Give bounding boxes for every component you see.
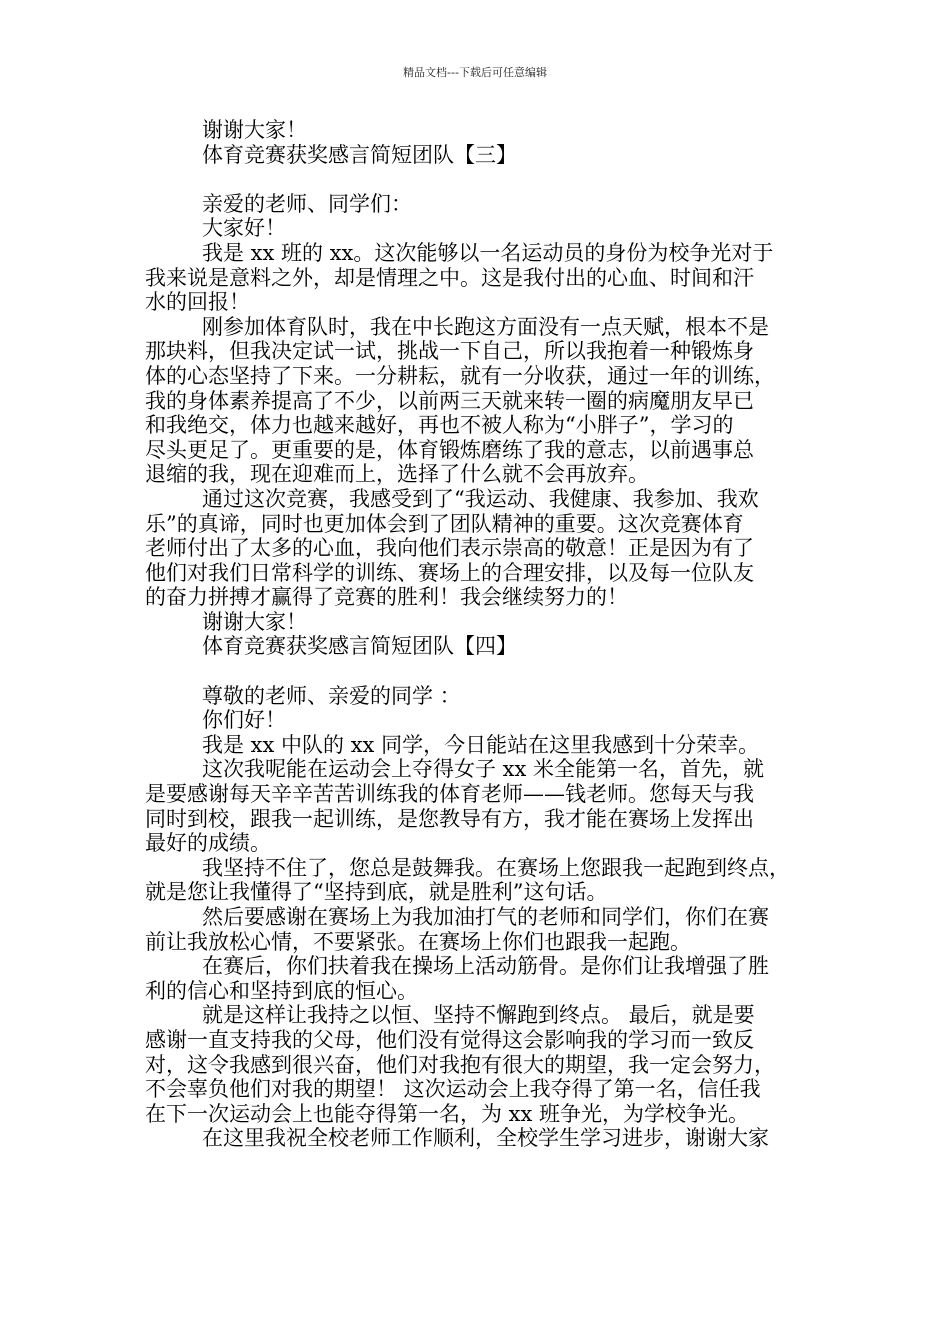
text-line: 体的心态坚持了下来。一分耕耘，就有一分收获，通过一年的训练， <box>145 363 775 388</box>
text-line: 老师付出了太多的心血，我向他们表示崇高的敬意！正是因为有了 <box>145 536 754 561</box>
text-line: 我的身体素养提高了不少，以前两三天就来转一圈的病魔朋友早已 <box>145 388 754 413</box>
text-line: 他们对我们日常科学的训练、赛场上的合理安排，以及每一位队友 <box>145 560 754 585</box>
text-line: 同时到校，跟我一起训练，是您教导有方，我才能在赛场上发挥出 <box>145 806 754 831</box>
text-line: 通过这次竞赛，我感受到了“我运动、我健康、我参加、我欢 <box>202 486 759 511</box>
text-line: 对，这令我感到很兴奋，他们对我抱有很大的期望，我一定会努力， <box>145 1052 775 1077</box>
text-line: 体育竞赛获奖感言简短团队【三】 <box>202 142 517 167</box>
blank-line <box>145 659 815 684</box>
text-line: 的奋力拼搏才赢得了竞赛的胜利！我会继续努力的！ <box>145 585 628 610</box>
text-line: 水的回报！ <box>145 290 250 315</box>
text-line: 刚参加体育队时，我在中长跑这方面没有一点天赋，根本不是 <box>202 314 769 339</box>
text-line: 你们好！ <box>202 708 286 733</box>
text-line: 大家好！ <box>202 216 286 241</box>
text-line: 乐”的真谛，同时也更加体会到了团队精神的重要。这次竞赛体育 <box>145 511 744 536</box>
text-line: 亲爱的老师、同学们： <box>202 191 412 216</box>
text-line: 我是 xx 中队的 xx 同学，今日能站在这里我感到十分荣幸。 <box>202 732 760 757</box>
text-line: 就是这样让我持之以恒、坚持不懈跑到终点。 最后，就是要 <box>202 1003 755 1028</box>
text-line: 我来说是意料之外，却是情理之中。这是我付出的心血、时间和汗 <box>145 265 754 290</box>
text-line: 和我绝交，体力也越来越好，再也不被人称为“小胖子”，学习的 <box>145 413 734 438</box>
text-line: 退缩的我，现在迎难而上，选择了什么就不会再放弃。 <box>145 462 649 487</box>
text-line: 尽头更足了。更重要的是，体育锻炼磨练了我的意志，以前遇事总 <box>145 437 754 462</box>
text-line: 在赛后，你们扶着我在操场上活动筋骨。是你们让我增强了胜 <box>202 954 769 979</box>
text-line: 在这里我祝全校老师工作顺利，全校学生学习进步，谢谢大家 <box>202 1126 769 1151</box>
text-line: 在下一次运动会上也能夺得第一名，为 xx 班争光，为学校争光。 <box>145 1101 750 1126</box>
text-line: 谢谢大家！ <box>202 118 307 142</box>
text-line: 利的信心和坚持到底的恒心。 <box>145 978 418 1003</box>
text-line: 最好的成绩。 <box>145 831 271 856</box>
text-line: 不会辜负他们对我的期望！ 这次运动会上我夺得了第一名，信任我 <box>145 1077 761 1102</box>
text-line: 谢谢大家！ <box>202 609 307 634</box>
text-line: 尊敬的老师、亲爱的同学 ： <box>202 683 461 708</box>
page-header: 精品文档---下载后可任意编辑 <box>403 66 547 79</box>
text-line: 感谢一直支持我的父母，他们没有觉得这会影响我的学习而一致反 <box>145 1027 754 1052</box>
text-line: 前让我放松心情，不要紧张。在赛场上你们也跟我一起跑。 <box>145 929 691 954</box>
text-line: 我是 xx 班的 xx。这次能够以一名运动员的身份为校争光对于 <box>202 240 774 265</box>
text-line: 体育竞赛获奖感言简短团队【四】 <box>202 634 517 659</box>
text-line: 这次我呢能在运动会上夺得女子 xx 米全能第一名，首先，就 <box>202 757 765 782</box>
text-line: 那块料，但我决定试一试，挑战一下自己，所以我抱着一种锻炼身 <box>145 339 754 364</box>
text-line: 我坚持不住了，您总是鼓舞我。在赛场上您跟我一起跑到终点， <box>202 855 790 880</box>
blank-line <box>145 167 815 192</box>
text-line: 就是您让我懂得了“坚持到底，就是胜利”这句话。 <box>145 880 608 905</box>
text-line: 是要感谢每天辛辛苦苦训练我的体育老师——钱老师。您每天与我 <box>145 782 754 807</box>
text-line: 然后要感谢在赛场上为我加油打气的老师和同学们，你们在赛 <box>202 905 769 929</box>
document-body <box>145 118 815 1151</box>
